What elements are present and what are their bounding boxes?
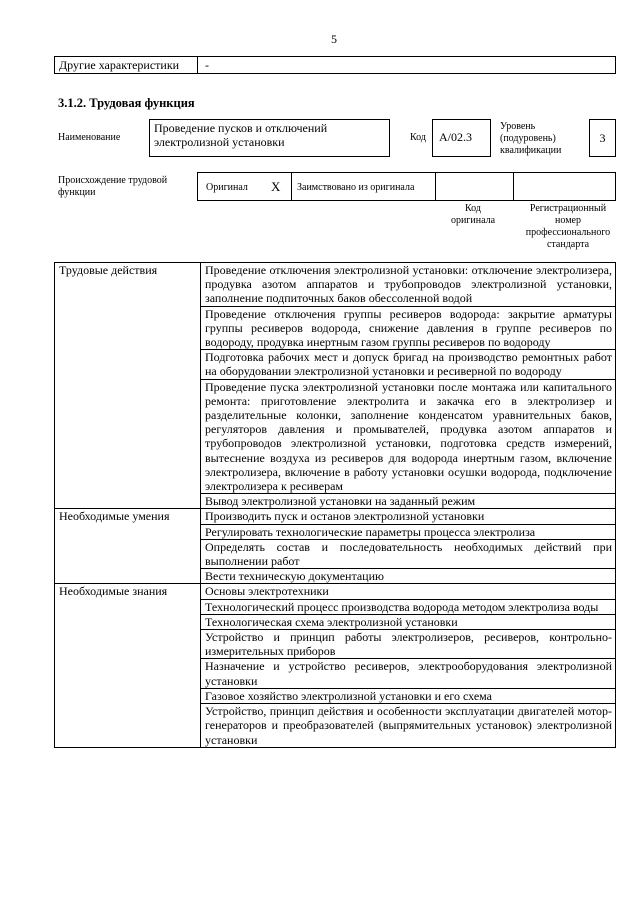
code-box bbox=[432, 119, 491, 157]
labor-action-item: Проведение пуска электролизной установки после монтажа или капитального ремонта: приготовление электролита и закачка его в электролизер и разделительные колонки, заполнение конденсатом уравнительных баков, регуляторов давления и промывателей, продувка азотом аппаратов и трубопроводов электролизной установки, подготовка средств измерений, вытеснение воздуха из ресиверов для водорода инертным газом, включение электролизера, включение в работу установки осушки водорода, подключение электролизера к ресиверам bbox=[201, 379, 616, 494]
skill-item: Вести техническую документацию bbox=[201, 569, 616, 584]
code-original-caption: Код оригинала bbox=[450, 203, 496, 226]
code-label: Код bbox=[410, 132, 426, 143]
divider bbox=[435, 172, 436, 201]
borrowed-label: Заимствовано из оригинала bbox=[297, 182, 415, 193]
divider bbox=[197, 56, 198, 74]
other-characteristics-value: - bbox=[205, 58, 209, 72]
knowledge-item: Технологический процесс производства водорода методом электролиза воды bbox=[201, 599, 616, 614]
code-value: А/02.3 bbox=[439, 130, 472, 144]
origin-label: Происхождение трудовой функции bbox=[58, 175, 168, 198]
section-title: 3.1.2. Трудовая функция bbox=[58, 96, 195, 110]
knowledge-item: Технологическая схема электролизной установки bbox=[201, 614, 616, 629]
knowledge-item: Устройство и принцип работы электролизеров, ресиверов, контрольно-измерительных приборов bbox=[201, 630, 616, 659]
skill-item: Регулировать технологические параметры процесса электролиза bbox=[201, 524, 616, 539]
registration-caption: Регистрационный номер профессионального стандарта bbox=[525, 203, 611, 250]
level-box bbox=[589, 119, 616, 157]
divider bbox=[291, 172, 292, 201]
labor-action-item: Проведение отключения группы ресиверов водорода: закрытие арматуры группы ресиверов водорода, снижение давления в группе ресиверов по водороду, продувка инертным газом группы ресиверов по водороду bbox=[201, 306, 616, 350]
origin-box bbox=[197, 172, 616, 201]
original-label: Оригинал bbox=[206, 182, 248, 193]
labor-function-table bbox=[54, 262, 616, 748]
knowledge-item: Назначение и устройство ресиверов, электрооборудования электролизной установки bbox=[201, 659, 616, 688]
labor-action-item: Подготовка рабочих мест и допуск бригад на производство ремонтных работ на оборудовании электролизной установки и ресиверной по водороду bbox=[201, 350, 616, 379]
knowledge-item: Газовое хозяйство электролизной установки и его схема bbox=[201, 688, 616, 703]
labor-action-item: Вывод электролизной установки на заданный режим bbox=[201, 494, 616, 509]
level-label: Уровень (подуровень) квалификации bbox=[500, 121, 562, 156]
skills-label: Необходимые умения bbox=[55, 509, 201, 524]
original-mark: X bbox=[271, 179, 281, 194]
other-characteristics-row bbox=[54, 56, 616, 74]
page-number: 5 bbox=[331, 32, 337, 46]
labor-action-item: Проведение отключения электролизной установки: отключение электролизера, продувка азотом аппаратов и трубопроводов электролизной установки, заполнение подпиточных баков обессоленной водой bbox=[201, 263, 616, 307]
divider bbox=[513, 172, 514, 201]
name-label: Наименование bbox=[58, 132, 121, 143]
function-name-box bbox=[149, 119, 390, 157]
level-value: 3 bbox=[599, 131, 606, 145]
knowledge-item: Устройство, принцип действия и особенности эксплуатации двигателей мотор-генераторов и преобразователей (выпрямительных установок) электролизной установки bbox=[201, 704, 616, 748]
skill-item: Определять состав и последовательность необходимых действий при выполнении работ bbox=[201, 539, 616, 568]
function-name-value: Проведение пусков и отключений электролизной установки bbox=[154, 121, 328, 149]
knowledge-label: Необходимые знания bbox=[55, 584, 201, 599]
skill-item: Производить пуск и останов электролизной установки bbox=[201, 509, 616, 524]
labor-actions-label: Трудовые действия bbox=[55, 263, 201, 307]
knowledge-item: Основы электротехники bbox=[201, 584, 616, 599]
other-characteristics-label: Другие характеристики bbox=[59, 58, 180, 72]
